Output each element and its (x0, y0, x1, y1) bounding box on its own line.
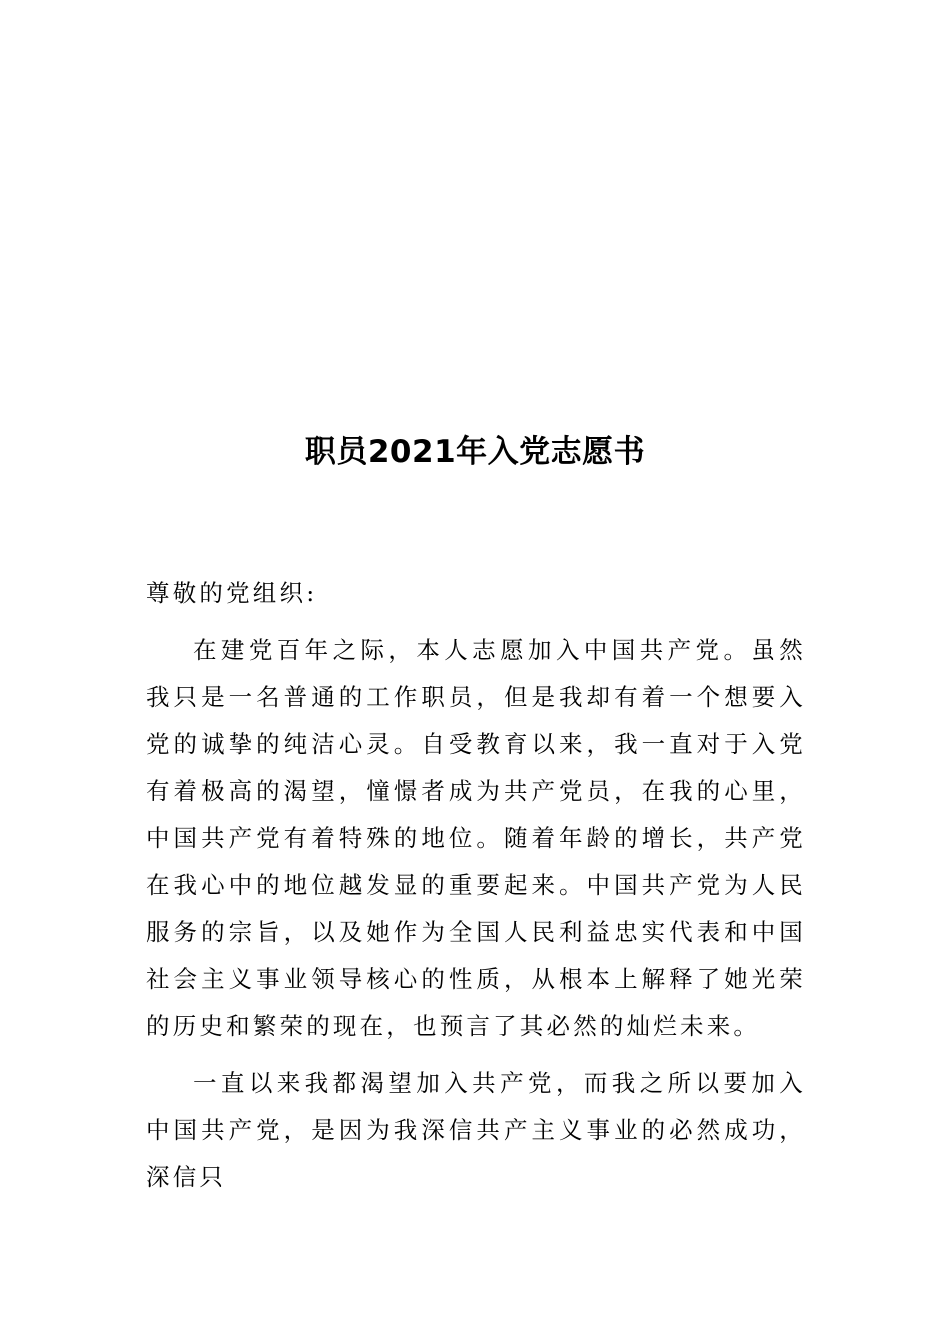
document-title: 职员2021年入党志愿书 (304, 434, 646, 470)
paragraph-1: 在建党百年之际，本人志愿加入中国共产党。虽然我只是一名普通的工作职员，但是我却有着一个想要入党的诚挚的纯洁心灵。自受教育以来，我一直对于入党有着极高的渴望，憧憬者成为共产党员，在我的心里，中国共产党有着特殊的地位。随着年龄的增长，共产党在我心中的地位越发显的重要起来。中国共产党为人民服务的宗旨，以及她作为全国人民利益忠实代表和中国社会主义事业领导核心的性质，从根本上解释了她光荣的历史和繁荣的现在，也预言了其必然的灿烂未来。 (146, 636, 806, 1040)
salutation: 尊敬的党组织: (146, 579, 318, 607)
document-body (146, 570, 806, 1211)
paragraph-2: 一直以来我都渴望加入共产党，而我之所以要加入中国共产党，是因为我深信共产主义事业的必然成功，深信只 (146, 1069, 806, 1191)
